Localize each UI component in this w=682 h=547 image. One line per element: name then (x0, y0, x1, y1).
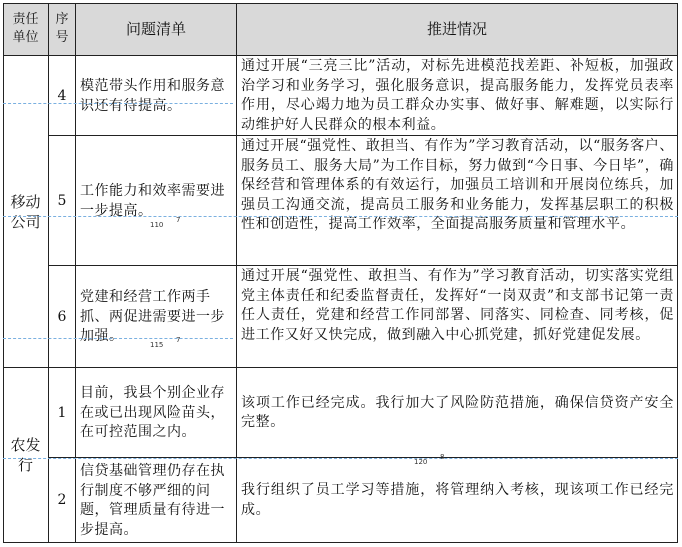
header-unit (3, 3, 49, 56)
guide-line (3, 458, 678, 459)
row-num (49, 368, 76, 458)
guide-line (3, 338, 233, 339)
progress-text: 通过开展“强党性、敢担当、有作为”学习教育活动，以“服务客户、服务员工、服务大局”为工作目标，努力做到“今日事、今日毕”，确保经营和管理体系的有效运行，加强员工培训和开展岗位练兵，加强员工沟通交流，提高员工服务和业务能力，发挥基层职工的积极性和创造性，提高工作效率，全面提高服务质量和管理水平。 (241, 138, 674, 232)
issue-cell (76, 56, 237, 136)
header-issue (76, 3, 237, 56)
progress-text: 我行组织了员工学习等措施，将管理纳入考核，现该项工作已经完成。 (241, 482, 674, 518)
row-num-label: 6 (57, 308, 67, 325)
issue-text: 目前，我县个别企业存在或已出现风险苗头，在可控范围之内。 (80, 385, 225, 441)
row-num-label: 5 (57, 192, 67, 209)
unit-label-mobile: 移动公司 (10, 192, 41, 231)
progress-text: 通过开展“三亮三比”活动，对标先进模范找差距、补短板，加强政治学习和业务学习，强化服务意识，提高服务能力，发挥党员表率作用，尽心竭力地为员工群众办实事、做好事、解难题，以实际行动维护好人民群众的根本利益。 (241, 58, 674, 133)
issue-cell (76, 368, 237, 458)
progress-table (3, 3, 678, 543)
header-progress-label: 推进情况 (426, 20, 487, 38)
page-marker: 8 (440, 453, 445, 461)
header-progress (237, 3, 678, 56)
issue-text: 信贷基础管理仍存在执行制度不够严细的问题，管理质量有待进一步提高。 (80, 463, 225, 538)
page-marker: 115 (150, 341, 164, 349)
unit-cell-adbc (3, 368, 49, 543)
header-unit-label: 责任单位 (12, 12, 39, 45)
issue-cell (76, 266, 237, 368)
issue-text: 工作能力和效率需要进一步提高。 (80, 183, 225, 219)
row-num (49, 458, 76, 543)
issue-text: 党建和经营工作两手抓、两促进需要进一步加强。 (80, 289, 225, 345)
progress-cell (237, 266, 678, 368)
progress-cell (237, 368, 678, 458)
page-marker: 7 (176, 336, 181, 344)
row-num (49, 136, 76, 266)
guide-line (3, 103, 233, 104)
progress-text: 该项工作已经完成。我行加大了风险防范措施，确保信贷资产安全完整。 (241, 394, 674, 430)
progress-cell (237, 56, 678, 136)
page-marker: 110 (150, 221, 164, 229)
unit-label-adbc: 农发行 (10, 436, 41, 474)
guide-line (3, 216, 678, 217)
issue-cell (76, 136, 237, 266)
page-marker: 7 (176, 216, 181, 224)
row-num (49, 266, 76, 368)
header-issue-label: 问题清单 (125, 20, 186, 38)
row-num-label: 4 (57, 87, 67, 104)
header-num-label: 序号 (55, 12, 69, 45)
row-num-label: 2 (57, 492, 67, 508)
issue-cell (76, 458, 237, 543)
progress-text: 通过开展“强党性、敢担当、有作为”学习教育活动，切实落实党组党主体责任和纪委监督责任，发挥好“一岗双责”和支部书记第一责任人责任，党建和经营工作同部署、同落实、同检查、同考核，促进工作又好又快完成，做到融入中心抓党建，抓好党建促发展。 (241, 268, 674, 343)
row-num-label: 1 (57, 404, 67, 421)
progress-cell (237, 136, 678, 266)
header-num (49, 3, 76, 56)
row-num (49, 56, 76, 136)
issue-text: 模范带头作用和服务意识还有待提高。 (80, 78, 225, 114)
page-marker: 120 (414, 458, 428, 466)
progress-cell (237, 458, 678, 543)
